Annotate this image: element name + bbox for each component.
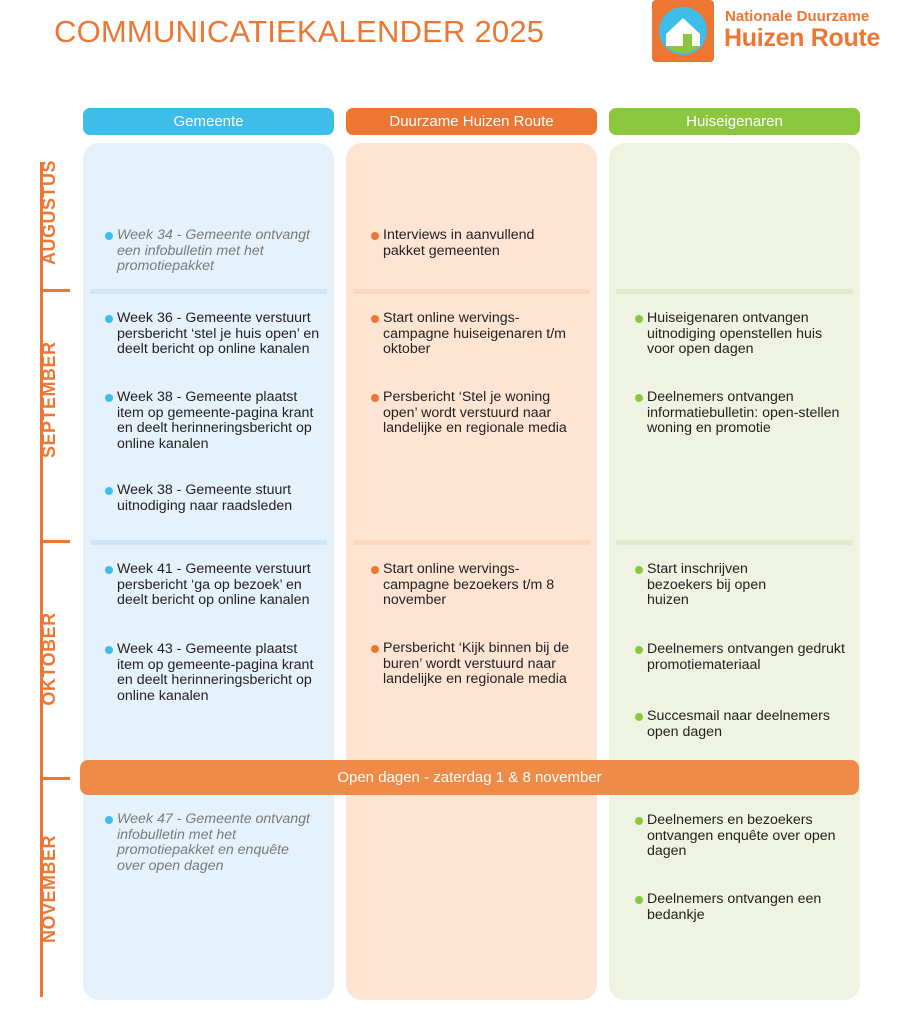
- bullet-dot: [105, 487, 113, 495]
- bullet-dot: [635, 394, 643, 402]
- list-item: [647, 709, 852, 740]
- separator: [90, 540, 327, 545]
- list-item: [647, 311, 847, 358]
- item-text: Week 47 - Gemeente ontvangt infobulletin met het promotiepakket en enquête over open dagen: [117, 811, 310, 874]
- item-text: Week 41 - Gemeente verstuurt persbericht ‘ga op bezoek’ en deelt bericht op online kanalen: [117, 561, 311, 609]
- item-text: Huiseigenaren ontvangen uitnodiging openstellen huis voor open dagen: [647, 310, 823, 358]
- column-header-gemeente: Gemeente: [83, 108, 334, 135]
- bullet-dot: [371, 645, 379, 653]
- item-text: Week 38 - Gemeente plaatst item op gemeente-pagina krant en deelt herinneringsbericht op online kanalen: [117, 389, 314, 452]
- list-item: [647, 642, 852, 673]
- bullet-dot: [371, 394, 379, 402]
- timeline-tick: [40, 289, 70, 292]
- list-item: [383, 228, 578, 259]
- logo-house-icon: [652, 0, 714, 62]
- item-text: Week 43 - Gemeente plaatst item op gemeente-pagina krant en deelt herinneringsbericht op online kanalen: [117, 641, 314, 704]
- month-label-oktober: OKTOBER: [39, 612, 59, 706]
- list-item: [383, 562, 578, 609]
- item-text: Week 36 - Gemeente verstuurt persbericht ‘stel je huis open’ en deelt bericht op online kanalen: [117, 310, 320, 358]
- column-header-huiseigenaren: Huiseigenaren: [609, 108, 860, 135]
- item-text: Succesmail naar deelnemers open dagen: [647, 708, 830, 740]
- bullet-dot: [105, 315, 113, 323]
- item-text: Start inschrijven bezoekers bij open huizen: [647, 561, 767, 609]
- list-item: [117, 311, 322, 358]
- list-item: [117, 390, 317, 452]
- bullet-dot: [635, 315, 643, 323]
- list-item: [647, 562, 807, 609]
- logo-text-line1: Nationale Duurzame: [725, 8, 870, 25]
- item-text: Deelnemers ontvangen gedrukt promotiemateriaal: [647, 641, 845, 673]
- list-item: [117, 642, 317, 704]
- list-item: [383, 311, 578, 358]
- item-text: Deelnemers en bezoekers ontvangen enquête over open dagen: [647, 812, 836, 860]
- month-label-november: NOVEMBER: [39, 835, 59, 944]
- separator: [616, 289, 853, 294]
- logo: [652, 0, 916, 62]
- column-header-dhr: Duurzame Huizen Route: [346, 108, 597, 135]
- list-item: [647, 390, 852, 437]
- separator: [616, 540, 853, 545]
- bullet-dot: [105, 646, 113, 654]
- bullet-dot: [105, 816, 113, 824]
- logo-text-line2: Huizen Route: [724, 24, 881, 52]
- separator: [90, 289, 327, 294]
- list-item: [647, 892, 832, 923]
- page-title: COMMUNICATIEKALENDER 2025: [54, 14, 545, 49]
- month-label-september: SEPTEMBER: [39, 341, 59, 458]
- list-item: [117, 483, 317, 514]
- month-label-augustus: AUGUSTUS: [39, 159, 59, 265]
- list-item: [117, 812, 317, 874]
- timeline-tick: [40, 777, 70, 780]
- bullet-dot: [371, 566, 379, 574]
- bullet-dot: [371, 232, 379, 240]
- item-text: Deelnemers ontvangen informatiebulletin: open-stellen woning en promotie: [647, 389, 840, 437]
- item-text: Interviews in aanvullend pakket gemeenten: [383, 227, 535, 259]
- timeline-tick: [40, 540, 70, 543]
- list-item: [383, 390, 583, 437]
- bullet-dot: [105, 232, 113, 240]
- bullet-dot: [635, 817, 643, 825]
- bullet-dot: [371, 315, 379, 323]
- item-text: Week 38 - Gemeente stuurt uitnodiging naar raadsleden: [117, 482, 293, 514]
- item-text: Start online wervings-campagne bezoekers t/m 8 november: [383, 561, 555, 609]
- separator: [353, 289, 590, 294]
- bullet-dot: [635, 713, 643, 721]
- list-item: [383, 641, 588, 688]
- bullet-dot: [635, 646, 643, 654]
- list-item: [117, 562, 322, 609]
- bullet-dot: [105, 566, 113, 574]
- item-text: Persbericht ‘Stel je woning open’ wordt verstuurd naar landelijke en regionale media: [383, 389, 567, 437]
- list-item: [647, 813, 847, 860]
- item-text: Persbericht ‘Kijk binnen bij de buren’ wordt verstuurd naar landelijke en regionale media: [383, 640, 570, 688]
- list-item: [117, 228, 317, 275]
- separator: [353, 540, 590, 545]
- item-text: Week 34 - Gemeente ontvangt een infobulletin met het promotiepakket: [117, 227, 310, 275]
- item-text: Start online wervings-campagne huiseigenaren t/m oktober: [383, 310, 566, 358]
- open-dagen-banner: Open dagen - zaterdag 1 & 8 november: [80, 760, 859, 795]
- bullet-dot: [635, 896, 643, 904]
- item-text: Deelnemers ontvangen een bedankje: [647, 891, 822, 923]
- bullet-dot: [635, 566, 643, 574]
- bullet-dot: [105, 394, 113, 402]
